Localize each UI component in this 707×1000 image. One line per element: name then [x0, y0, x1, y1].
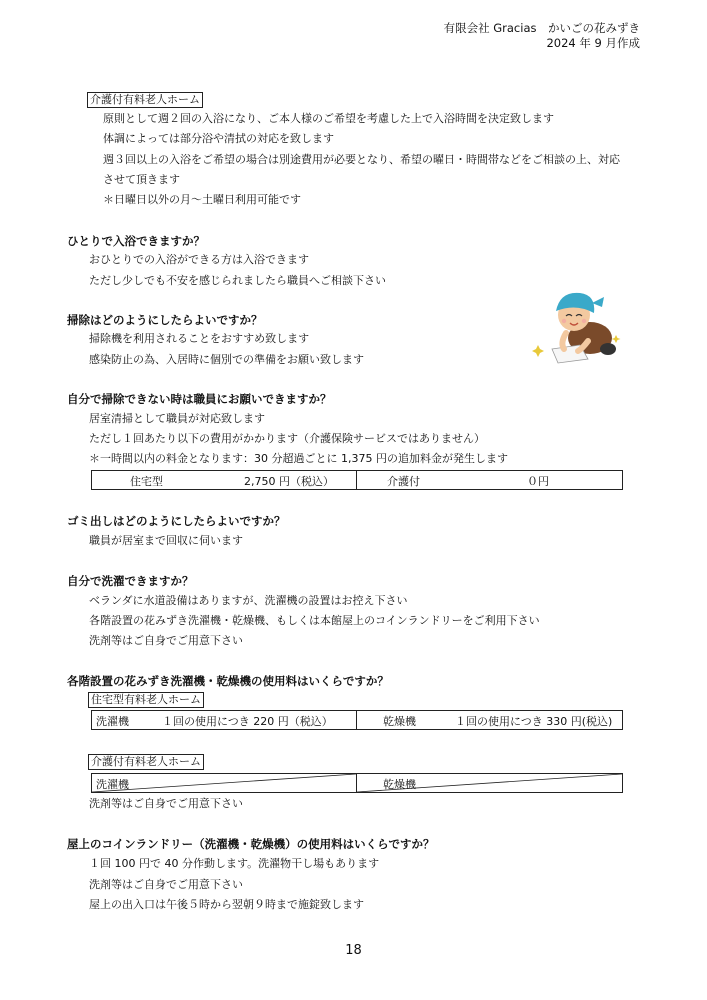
- cleaning-fee-care-cell: [357, 471, 623, 490]
- cleaning-fee-care-value: ０円: [527, 475, 549, 488]
- laundry-residential-label: 住宅型有料老人ホーム: [88, 692, 204, 708]
- laundry-care-dryer-cell: [357, 774, 623, 793]
- care-home-line-1: 原則として週２回の入浴になり、ご本人様のご希望を考慮した上で入浴時間を決定致します: [103, 112, 554, 125]
- care-home-line-2: 体調によっては部分浴や清拭の対応を致します: [103, 132, 334, 145]
- header-date: 2024 年 9 月作成: [546, 36, 640, 50]
- table-row: [92, 471, 623, 490]
- answer-cleaning-staff-3: ＊一時間以内の料金となります：30 分超過ごとに 1,375 円の追加料金が発生します: [89, 452, 508, 465]
- laundry-washer-fee: １回の使用につき 220 円（税込）: [162, 715, 333, 728]
- laundry-fee-residential-table: [91, 710, 623, 730]
- answer-bath-alone-1: おひとりでの入浴ができる方は入浴できます: [89, 253, 309, 266]
- answer-coin-laundry-1: １回 100 円で 40 分作動します。洗濯物干し場もあります: [89, 857, 380, 870]
- care-home-line-5: ＊日曜日以外の月～土曜日利用可能です: [103, 193, 301, 206]
- answer-bath-alone-2: ただし少しでも不安を感じられましたら職員へご相談下さい: [89, 274, 386, 287]
- answer-laundry-self-1: ベランダに水道設備はありますが、洗濯機の設置はお控え下さい: [89, 594, 408, 607]
- cleaning-person-illustration: [530, 283, 625, 368]
- laundry-dryer-label: 乾燥機: [383, 715, 416, 728]
- question-cleaning: 掃除はどのようにしたらよいですか？: [67, 313, 263, 327]
- answer-cleaning-1: 掃除機を利用されることをおすすめ致します: [89, 332, 310, 345]
- question-garbage: ゴミ出しはどのようにしたらよいですか？: [67, 514, 286, 528]
- cleaning-fee-table: [91, 470, 623, 490]
- table-row: [92, 711, 623, 730]
- care-home-line-4: させて頂きます: [103, 173, 180, 186]
- question-laundry-self: 自分で洗濯できますか？: [67, 574, 194, 588]
- table-row: [92, 774, 623, 793]
- laundry-care-label: 介護付有料老人ホーム: [88, 754, 204, 770]
- laundry-care-washer-cell: [92, 774, 357, 793]
- laundry-fee-note: 洗剤等はご自身でご用意下さい: [89, 797, 243, 810]
- laundry-washer-label: 洗濯機: [96, 715, 129, 728]
- cleaning-fee-residential-value: 2,750 円（税込）: [244, 475, 334, 488]
- answer-garbage-1: 職員が居室まで回収に伺います: [89, 534, 243, 547]
- answer-cleaning-2: 感染防止の為、入居時に個別での準備をお願い致します: [89, 353, 364, 366]
- laundry-dryer-cell: [357, 711, 623, 730]
- care-home-label: 介護付有料老人ホーム: [87, 92, 203, 108]
- answer-laundry-self-3: 洗剤等はご自身でご用意下さい: [89, 634, 243, 647]
- answer-coin-laundry-2: 洗剤等はご自身でご用意下さい: [89, 878, 243, 891]
- cleaning-fee-residential-cell: [92, 471, 357, 490]
- question-coin-laundry: 屋上のコインランドリー（洗濯機・乾燥機）の使用料はいくらですか？: [67, 837, 435, 851]
- question-cleaning-staff: 自分で掃除できない時は職員にお願いできますか？: [67, 392, 332, 406]
- question-laundry-fee: 各階設置の花みずき洗濯機・乾燥機の使用料はいくらですか？: [67, 674, 389, 688]
- answer-cleaning-staff-1: 居室清掃として職員が対応致します: [89, 412, 265, 425]
- answer-coin-laundry-3: 屋上の出入口は午後５時から翌朝９時まで施錠致します: [89, 898, 364, 911]
- laundry-washer-cell: [92, 711, 357, 730]
- care-home-line-3: 週３回以上の入浴をご希望の場合は別途費用が必要となり、希望の曜日・時間帯などをご相談の上、対応: [103, 153, 620, 166]
- cleaning-fee-care-label: 介護付: [387, 475, 420, 488]
- cleaning-fee-residential-label: 住宅型: [130, 475, 163, 488]
- question-bath-alone: ひとりで入浴できますか？: [67, 234, 205, 248]
- answer-cleaning-staff-2: ただし１回あたり以下の費用がかかります（介護保険サービスではありません）: [89, 432, 485, 445]
- page-number: 18: [345, 943, 362, 958]
- answer-laundry-self-2: 各階設置の花みずき洗濯機・乾燥機、もしくは本館屋上のコインランドリーをご利用下さい: [89, 614, 540, 627]
- header-company: 有限会社 Gracias かいごの花みずき: [443, 21, 640, 35]
- diagonal-strike-icon: [92, 774, 356, 792]
- laundry-care-washer-label: 洗濯機: [96, 778, 129, 791]
- laundry-care-dryer-label: 乾燥機: [383, 778, 416, 791]
- laundry-fee-care-table: [91, 773, 623, 793]
- laundry-dryer-fee: １回の使用につき 330 円(税込): [455, 715, 613, 728]
